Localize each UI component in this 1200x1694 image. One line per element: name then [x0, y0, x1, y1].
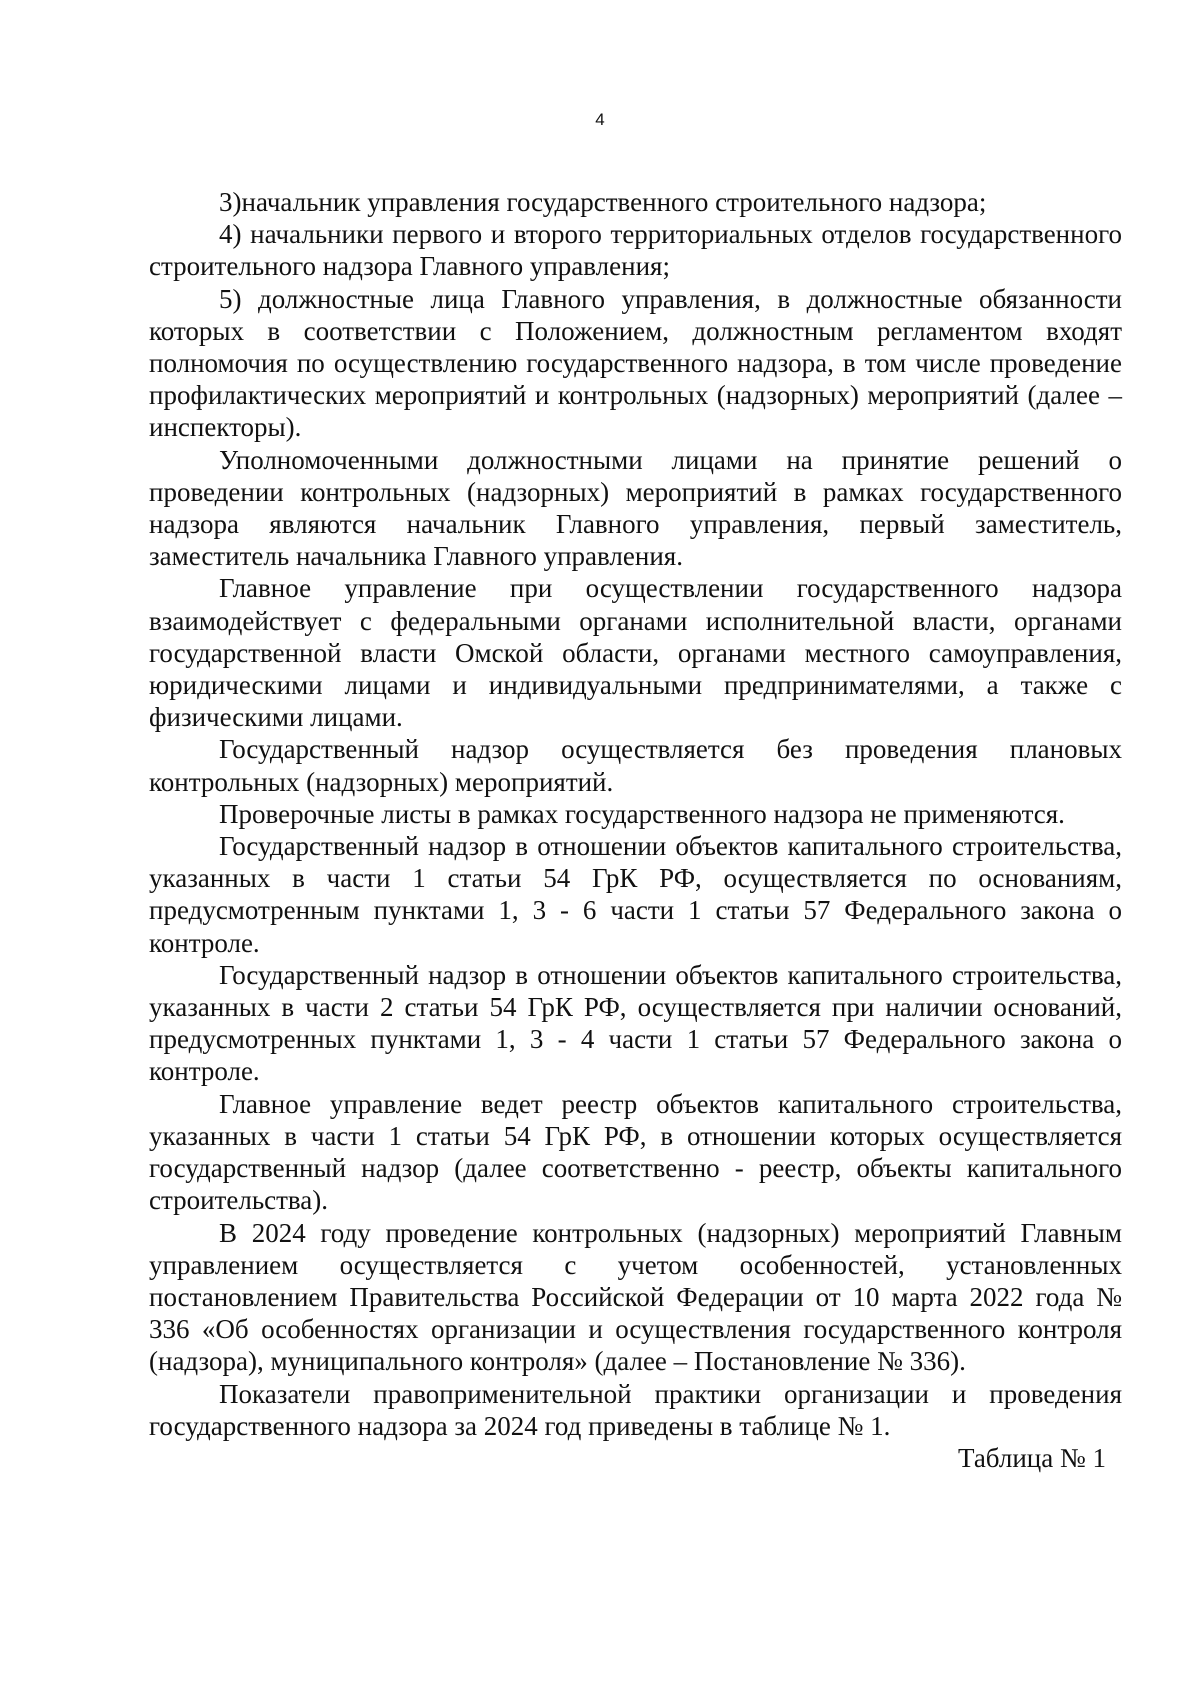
- list-item-3: 3)начальник управления государственного строительного надзора;: [219, 187, 987, 217]
- list-item-5: 5) должностные лица Главного управления, в должностные обязанности которых в соответствии с Положением, должностным регламентом входят полномочия по осуществлению государственного надзора, в том числе проведение профилактических мероприятий и контрольных (надзорных) мероприятий (далее – инспекторы).: [149, 283, 1122, 443]
- table-caption: Таблица № 1: [958, 1442, 1106, 1473]
- paragraph-checklists: Проверочные листы в рамках государственного надзора не применяются.: [219, 798, 1065, 829]
- document-body: [149, 186, 1122, 1474]
- paragraph-indicators: Показатели правоприменительной практики организации и проведения государственного надзора за 2024 год приведены в таблице № 1.: [149, 1378, 1122, 1441]
- paragraph-interaction: Главное управление при осуществлении государственного надзора взаимодействует с федеральными органами исполнительной власти, органами государственной власти Омской области, органами местного самоуправления, юридическими лицами и индивидуальными предпринимателями, а также с физическими лицами.: [149, 573, 1122, 733]
- list-item-4: 4) начальники первого и второго территориальных отделов государственного строительного надзора Главного управления;: [149, 219, 1122, 282]
- paragraph-registry: Главное управление ведет реестр объектов капитального строительства, указанных в части 1 статьи 54 ГрК РФ, в отношении которых осуществляется государственный надзор (далее соответственно - реестр, объекты капитального строительства).: [149, 1088, 1122, 1216]
- paragraph-authorized-officials: Уполномоченными должностными лицами на принятие решений о проведении контрольных (надзорных) мероприятий в рамках государственного надзора являются начальник Главного управления, первый заместитель, заместитель начальника Главного управления.: [149, 444, 1122, 572]
- paragraph-no-planned-inspections: Государственный надзор осуществляется без проведения плановых контрольных (надзорных) мероприятий.: [149, 734, 1122, 797]
- paragraph-part2-objects: Государственный надзор в отношении объектов капитального строительства, указанных в части 2 статьи 54 ГрК РФ, осуществляется при наличии оснований, предусмотренных пунктами 1, 3 - 4 части 1 статьи 57 Федерального закона о контроле.: [149, 959, 1122, 1087]
- paragraph-2024-specifics: В 2024 году проведение контрольных (надзорных) мероприятий Главным управлением осуществляется с учетом особенностей, установленных постановлением Правительства Российской Федерации от 10 марта 2022 года № 336 «Об особенностях организации и осуществления государственного контроля (надзора), муниципального контроля» (далее – Постановление № 336).: [149, 1217, 1122, 1377]
- paragraph-part1-objects: Государственный надзор в отношении объектов капитального строительства, указанных в части 1 статьи 54 ГрК РФ, осуществляется по основаниям, предусмотренным пунктами 1, 3 - 6 части 1 статьи 57 Федерального закона о контроле.: [149, 831, 1122, 958]
- page-number: 4: [595, 110, 605, 129]
